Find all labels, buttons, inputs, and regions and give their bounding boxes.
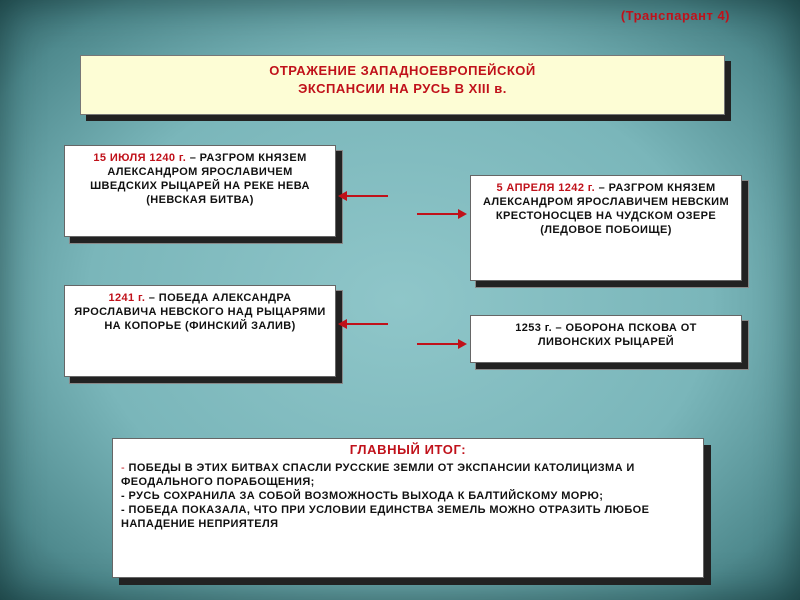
summary-box: [112, 438, 704, 578]
arrow-left-icon: [338, 190, 388, 202]
summary-dash: -: [121, 462, 126, 474]
event-date-ice: 5 АПРЕЛЯ 1242 г.: [496, 182, 596, 194]
title-line-1: ОТРАЖЕНИЕ ЗАПАДНОЕВРОПЕЙСКОЙ: [269, 63, 536, 78]
summary-dash: -: [121, 504, 126, 516]
arrow-right-icon: [417, 208, 467, 220]
event-text-ice: – РАЗГРОМ КНЯЗЕМ АЛЕКСАНДРОМ ЯРОСЛАВИЧЕМ НЕВСКИМ КРЕСТОНОСЦЕВ НА ЧУДСКОМ ОЗЕРЕ (ЛЕДОВОЕ ПОБОИЩЕ): [482, 182, 730, 236]
summary-item-text: ПОБЕДЫ В ЭТИХ БИТВАХ СПАСЛИ РУССКИЕ ЗЕМЛИ ОТ ЭКСПАНСИИ КАТОЛИЦИЗМА И ФЕОДАЛЬНОГО ПОРАБОЩЕНИЯ;: [121, 462, 635, 488]
summary-item: [121, 461, 695, 489]
summary-item-text: ПОБЕДА ПОКАЗАЛА, ЧТО ПРИ УСЛОВИИ ЕДИНСТВА ЗЕМЕЛЬ МОЖНО ОТРАЗИТЬ ЛЮБОЕ НАПАДЕНИЕ НЕПРИЯТЕЛЯ: [121, 504, 650, 530]
event-text-pskov: – ОБОРОНА ПСКОВА ОТ ЛИВОНСКИХ РЫЦАРЕЙ: [537, 322, 697, 348]
event-text-neva: – РАЗГРОМ КНЯЗЕМ АЛЕКСАНДРОМ ЯРОСЛАВИЧЕМ ШВЕДСКИХ РЫЦАРЕЙ НА РЕКЕ НЕВА (НЕВСКАЯ БИТВА): [90, 152, 310, 206]
summary-item-text: РУСЬ СОХРАНИЛА ЗА СОБОЙ ВОЗМОЖНОСТЬ ВЫХОДА К БАЛТИЙСКОМУ МОРЮ;: [125, 490, 604, 502]
event-box-neva: [64, 145, 336, 237]
arrow-right-icon: [417, 338, 467, 350]
event-date-neva: 15 ИЮЛЯ 1240 г.: [93, 152, 187, 164]
event-box-pskov: [470, 315, 742, 363]
summary-dash: -: [121, 490, 126, 502]
title-line-2: ЭКСПАНСИИ НА РУСЬ В XIII в.: [298, 81, 507, 96]
slide-title: [80, 55, 725, 115]
summary-title: ГЛАВНЫЙ ИТОГ:: [349, 442, 467, 457]
event-date-pskov: 1253 г.: [515, 322, 553, 334]
summary-item: [121, 489, 695, 503]
event-box-koporye: [64, 285, 336, 377]
transparency-label: (Транспарант 4): [620, 8, 730, 23]
event-text-koporye: – ПОБЕДА АЛЕКСАНДРА ЯРОСЛАВИЧА НЕВСКОГО НАД РЫЦАРЯМИ НА КОПОРЬЕ (ФИНСКИЙ ЗАЛИВ): [74, 292, 326, 332]
event-box-ice: [470, 175, 742, 281]
summary-item: [121, 503, 695, 531]
arrow-left-icon: [338, 318, 388, 330]
event-date-koporye: 1241 г.: [108, 292, 146, 304]
